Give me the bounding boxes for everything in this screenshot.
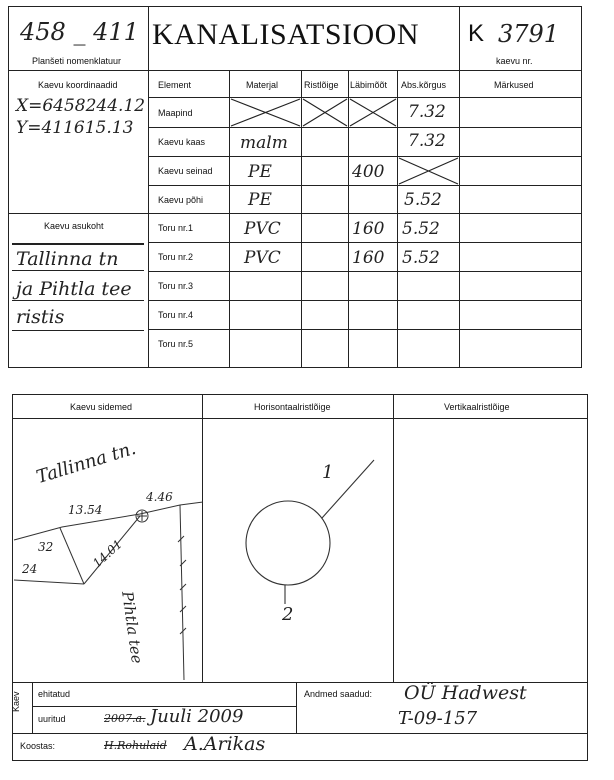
- divider: [148, 242, 582, 243]
- row-diameter: 400: [352, 162, 385, 182]
- row-material: PVC: [244, 248, 281, 268]
- row-element: Kaevu seinad: [158, 166, 213, 176]
- divider: [148, 271, 582, 272]
- divider: [393, 394, 394, 682]
- nomenclature-value: 458 _ 411: [20, 18, 139, 46]
- row-elevation: 7.32: [408, 131, 446, 151]
- pipe-2-label: 2: [282, 604, 294, 625]
- row-material: PE: [248, 162, 272, 182]
- row-material: PE: [248, 190, 272, 210]
- andmed-value-1: OÜ Hadwest: [404, 682, 527, 704]
- row-element: Toru nr.5: [158, 339, 194, 349]
- header-diameter: Läbimõõt: [350, 80, 388, 90]
- divider: [148, 97, 582, 98]
- sketch-street-1: Tallinna tn.: [34, 437, 139, 489]
- row-elevation: 7.32: [408, 102, 446, 122]
- location-line-1: Tallinna tn: [16, 248, 119, 270]
- koostas-value: A.Arikas: [184, 733, 266, 755]
- row-element: Toru nr.3: [158, 281, 194, 291]
- location-line: [12, 300, 144, 301]
- uuritud-struck: 2007.a.: [104, 712, 146, 725]
- divider: [459, 6, 460, 70]
- row-element: Kaevu põhi: [158, 195, 204, 205]
- sketch-dist-b: 4.46: [146, 490, 173, 504]
- ehitatud-label: ehitatud: [38, 689, 71, 699]
- row-element: Maapind: [158, 108, 193, 118]
- divider: [148, 127, 582, 128]
- divider: [148, 329, 582, 330]
- divider: [229, 70, 230, 368]
- divider: [148, 6, 149, 368]
- location-line: [12, 330, 144, 331]
- row-material: PVC: [244, 219, 281, 239]
- sketch-dist-e: 14.01: [90, 537, 125, 571]
- divider: [32, 682, 33, 733]
- row-element: Toru nr.4: [158, 310, 194, 320]
- location-line: [12, 243, 144, 245]
- sketch-street-2: Pihtla tee: [118, 590, 147, 665]
- well-label: kaevu nr.: [496, 56, 533, 66]
- divider: [296, 682, 297, 733]
- koostas-label: Koostas:: [20, 741, 56, 751]
- divider: [148, 300, 582, 301]
- header-element: Element: [158, 80, 192, 90]
- divider: [148, 156, 582, 157]
- divider: [459, 70, 460, 368]
- row-diameter: 160: [352, 219, 385, 239]
- sketch-dist-d: 24: [22, 562, 38, 576]
- row-diameter: 160: [352, 248, 385, 268]
- location-line: [12, 270, 144, 271]
- koostas-struck: H.Rohulaid: [104, 739, 167, 752]
- row-element: Toru nr.2: [158, 252, 194, 262]
- row-elevation: 5.52: [402, 248, 440, 268]
- uuritud-label: uuritud: [38, 714, 66, 724]
- sketch-dist-c: 32: [38, 540, 54, 554]
- coordinates-label: Kaevu koordinaadid: [38, 80, 118, 90]
- location-label: Kaevu asukoht: [44, 221, 104, 231]
- header-material: Materjal: [246, 80, 279, 90]
- row-element: Kaevu kaas: [158, 137, 206, 147]
- header-notes: Märkused: [494, 80, 534, 90]
- coordinates-x: X=6458244.12: [16, 96, 146, 116]
- divider: [148, 185, 582, 186]
- sketch-dist-a: 13.54: [68, 503, 103, 517]
- row-material: malm: [240, 133, 288, 153]
- nomenclature-label: Planšeti nomenklatuur: [32, 56, 122, 66]
- vertikaal-label: Vertikaalristlõige: [444, 402, 510, 412]
- pipe-1-label: 1: [322, 462, 334, 483]
- andmed-value-2: T-09-157: [398, 708, 478, 729]
- divider: [12, 418, 588, 419]
- uuritud-value: Juuli 2009: [150, 706, 244, 727]
- divider: [12, 733, 588, 734]
- kaev-label: Kaev: [11, 691, 21, 712]
- header-cross: Ristlõige: [304, 80, 339, 90]
- row-elevation: 5.52: [402, 219, 440, 239]
- divider: [397, 70, 398, 368]
- sidemed-label: Kaevu sidemed: [70, 402, 133, 412]
- horisontaal-label: Horisontaalristlõige: [254, 402, 331, 412]
- header-elevation: Abs.kõrgus: [401, 80, 447, 90]
- row-elevation: 5.52: [404, 190, 442, 210]
- well-number: 3791: [498, 20, 560, 48]
- divider: [8, 70, 582, 71]
- location-line-2: ja Pihtla tee: [16, 278, 132, 300]
- page-title: KANALISATSIOON: [152, 18, 419, 51]
- coordinates-y: Y=411615.13: [16, 118, 134, 138]
- divider: [148, 213, 582, 214]
- row-element: Toru nr.1: [158, 223, 194, 233]
- divider: [202, 394, 203, 682]
- divider: [8, 213, 148, 214]
- andmed-label: Andmed saadud:: [304, 689, 373, 699]
- well-prefix: K: [468, 20, 485, 47]
- location-line-3: ristis: [16, 306, 65, 328]
- divider: [348, 70, 349, 368]
- divider: [301, 70, 302, 368]
